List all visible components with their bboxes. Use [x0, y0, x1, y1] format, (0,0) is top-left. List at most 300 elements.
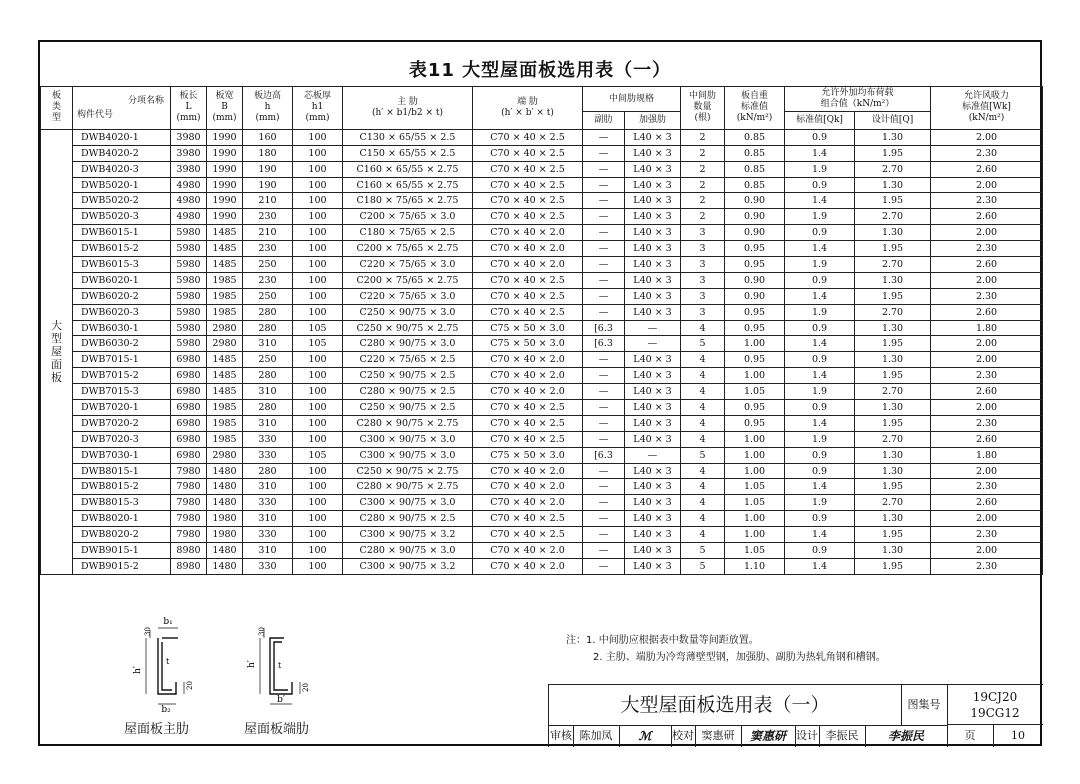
table-cell: 1.4	[785, 241, 855, 257]
table-cell: 4	[681, 463, 725, 479]
header-self-weight: 板自重 标准值 (kN/m²)	[725, 87, 785, 130]
table-cell: 2	[681, 129, 725, 145]
table-cell: —	[583, 463, 625, 479]
table-cell: 4	[681, 400, 725, 416]
table-cell: C70 × 40 × 2.5	[473, 129, 583, 145]
table-cell: DWB8020-2	[73, 527, 171, 543]
table-cell: —	[583, 400, 625, 416]
table-cell: 1.95	[855, 336, 931, 352]
table-row	[41, 161, 1043, 177]
table-cell: 1990	[207, 209, 243, 225]
table-cell: 0.90	[725, 193, 785, 209]
table-cell: C200 × 75/65 × 2.75	[343, 241, 473, 257]
table-row	[41, 527, 1043, 543]
table-cell: 2.70	[855, 304, 931, 320]
table-cell: DWB6030-1	[73, 320, 171, 336]
table-cell: 4980	[171, 193, 207, 209]
table-cell: 100	[293, 431, 343, 447]
table-cell: 2.30	[931, 415, 1043, 431]
table-cell: DWB6015-3	[73, 257, 171, 273]
table-cell: 3	[681, 304, 725, 320]
table-cell: DWB7015-2	[73, 368, 171, 384]
table-cell: C70 × 40 × 2.0	[473, 352, 583, 368]
table-cell: C70 × 40 × 2.0	[473, 558, 583, 574]
table-cell: 0.95	[725, 304, 785, 320]
table-cell: C70 × 40 × 2.5	[473, 145, 583, 161]
table-cell: DWB7020-3	[73, 431, 171, 447]
table-cell: —	[583, 479, 625, 495]
table-cell: DWB7015-3	[73, 384, 171, 400]
table-cell: 100	[293, 129, 343, 145]
table-cell: 0.85	[725, 177, 785, 193]
table-cell: 280	[243, 400, 293, 416]
table-cell: 1.9	[785, 161, 855, 177]
table-cell: 1.4	[785, 558, 855, 574]
table-cell: 100	[293, 288, 343, 304]
table-cell: 1.4	[785, 527, 855, 543]
table-cell: L40 × 3	[625, 272, 681, 288]
table-row	[41, 415, 1043, 431]
table-cell: C75 × 50 × 3.0	[473, 447, 583, 463]
table-cell: 310	[243, 479, 293, 495]
table-cell: DWB7020-1	[73, 400, 171, 416]
table-cell: —	[583, 257, 625, 273]
table-cell: 1480	[207, 495, 243, 511]
header-component-code: 构件代号	[77, 109, 114, 120]
table-cell: 1980	[207, 511, 243, 527]
table-cell: 0.9	[785, 225, 855, 241]
table-cell: C300 × 90/75 × 3.2	[343, 527, 473, 543]
table-cell: 5	[681, 543, 725, 559]
table-cell: 100	[293, 352, 343, 368]
type-char: 大	[51, 319, 62, 333]
table-cell: C70 × 40 × 2.5	[473, 161, 583, 177]
table-cell: DWB7020-2	[73, 415, 171, 431]
table-cell: 310	[243, 511, 293, 527]
table-cell: 310	[243, 543, 293, 559]
table-cell: 2.00	[931, 400, 1043, 416]
table-cell: 100	[293, 193, 343, 209]
table-cell: 1.4	[785, 145, 855, 161]
table-cell: 230	[243, 241, 293, 257]
table-cell: 7980	[171, 527, 207, 543]
table-cell: 5980	[171, 304, 207, 320]
table-cell: 1485	[207, 384, 243, 400]
table-cell: 1.30	[855, 463, 931, 479]
table-cell: 100	[293, 543, 343, 559]
design-label: 设计	[795, 725, 820, 747]
table-cell: 1.00	[725, 511, 785, 527]
table-cell: 0.9	[785, 272, 855, 288]
signature-row	[549, 725, 1043, 747]
table-row	[41, 431, 1043, 447]
table-cell: L40 × 3	[625, 384, 681, 400]
table-cell: 2	[681, 209, 725, 225]
table-cell: 2	[681, 193, 725, 209]
atlas-label: 图集号	[901, 685, 948, 726]
table-cell: —	[583, 527, 625, 543]
table-cell: 180	[243, 145, 293, 161]
table-row	[41, 368, 1043, 384]
page-number: 10	[1011, 729, 1025, 742]
table-cell: L40 × 3	[625, 288, 681, 304]
table-cell: C70 × 40 × 2.0	[473, 241, 583, 257]
reviewer-signature: ℳ	[619, 725, 672, 747]
table-cell: 330	[243, 558, 293, 574]
table-cell: 8980	[171, 543, 207, 559]
dim-end-t: t	[278, 661, 282, 670]
table-cell: 1.30	[855, 400, 931, 416]
table-cell: L40 × 3	[625, 400, 681, 416]
table-cell: —	[625, 447, 681, 463]
table-row	[41, 384, 1043, 400]
table-cell: —	[583, 145, 625, 161]
header-length: 板长 L (mm)	[171, 87, 207, 130]
table-cell: 100	[293, 209, 343, 225]
table-cell: L40 × 3	[625, 145, 681, 161]
table-row	[41, 463, 1043, 479]
table-cell: 1985	[207, 431, 243, 447]
table-row	[41, 447, 1043, 463]
table-cell: 100	[293, 495, 343, 511]
table-cell: L40 × 3	[625, 193, 681, 209]
table-cell: DWB7030-1	[73, 447, 171, 463]
table-cell: 1480	[207, 543, 243, 559]
table-cell: 5980	[171, 288, 207, 304]
table-row	[41, 129, 1043, 145]
table-cell: 2.60	[931, 304, 1043, 320]
table-cell: 1985	[207, 272, 243, 288]
table-cell: 1.30	[855, 320, 931, 336]
table-cell: C70 × 40 × 2.5	[473, 527, 583, 543]
table-cell: 1.05	[725, 384, 785, 400]
table-row	[41, 558, 1043, 574]
table-cell: C220 × 75/65 × 3.0	[343, 257, 473, 273]
table-cell: C280 × 90/75 × 3.0	[343, 543, 473, 559]
table-cell: DWB7015-1	[73, 352, 171, 368]
table-cell: 330	[243, 495, 293, 511]
table-cell: 1990	[207, 145, 243, 161]
table-cell: DWB5020-2	[73, 193, 171, 209]
table-cell: 1.95	[855, 527, 931, 543]
table-cell: 1.10	[725, 558, 785, 574]
table-cell: 1.4	[785, 336, 855, 352]
table-cell: [6.3	[583, 447, 625, 463]
table-cell: —	[625, 320, 681, 336]
header-design-value: 设计值[Q]	[855, 112, 931, 130]
table-cell: DWB8020-1	[73, 511, 171, 527]
table-cell: 2	[681, 145, 725, 161]
header-mid-rib-spec: 中间肋规格	[583, 87, 681, 112]
table-row	[41, 145, 1043, 161]
table-cell: 2.00	[931, 225, 1043, 241]
table-cell: 0.95	[725, 415, 785, 431]
table-cell: 4	[681, 527, 725, 543]
dim-b1: b₁	[163, 617, 173, 627]
table-cell: DWB8015-2	[73, 479, 171, 495]
table-cell: 0.95	[725, 241, 785, 257]
table-cell: 105	[293, 336, 343, 352]
table-cell: L40 × 3	[625, 241, 681, 257]
header-aux-rib: 副肋	[583, 112, 625, 130]
dim-b-prime: b′	[277, 695, 285, 705]
table-cell: 2.00	[931, 352, 1043, 368]
table-row	[41, 209, 1043, 225]
table-cell: C250 × 90/75 × 2.5	[343, 400, 473, 416]
table-cell: C280 × 90/75 × 2.5	[343, 511, 473, 527]
table-cell: 2.00	[931, 336, 1043, 352]
table-row	[41, 336, 1043, 352]
checker-signature: 窦惠研	[741, 725, 796, 747]
table-cell: 4	[681, 511, 725, 527]
header-main-rib: 主 肋 (h′ × b1/b2 × t)	[343, 87, 473, 130]
table-cell: —	[583, 209, 625, 225]
table-body	[41, 129, 1043, 574]
table-cell: C250 × 90/75 × 2.5	[343, 368, 473, 384]
dim-h-prime: h′	[133, 666, 143, 674]
table-cell: 1.30	[855, 129, 931, 145]
notes	[566, 632, 886, 666]
table-cell: 1.9	[785, 304, 855, 320]
table-cell: 4	[681, 384, 725, 400]
table-cell: DWB5020-1	[73, 177, 171, 193]
table-cell: 5980	[171, 257, 207, 273]
table-cell: L40 × 3	[625, 527, 681, 543]
table-cell: DWB6020-2	[73, 288, 171, 304]
drawing-title: 大型屋面板选用表（一）	[549, 685, 902, 726]
table-cell: C70 × 40 × 2.0	[473, 463, 583, 479]
table-cell: —	[583, 272, 625, 288]
header-core-thickness: 芯板厚 h1 (mm)	[293, 87, 343, 130]
table-cell: 5	[681, 447, 725, 463]
table-cell: 0.9	[785, 129, 855, 145]
note-1: 注：1. 中间肋应根据表中数量等间距放置。	[566, 635, 759, 646]
table-cell: C70 × 40 × 2.0	[473, 479, 583, 495]
header-end-rib: 端 肋 (h′ × b′ × t)	[473, 87, 583, 130]
table-cell: 2.60	[931, 384, 1043, 400]
table-cell: C200 × 75/65 × 2.75	[343, 272, 473, 288]
table-cell: 1.30	[855, 543, 931, 559]
table-cell: 2.60	[931, 209, 1043, 225]
table-cell: 250	[243, 288, 293, 304]
table-cell: C300 × 90/75 × 3.0	[343, 495, 473, 511]
table-header	[41, 87, 1043, 130]
table-cell: 100	[293, 558, 343, 574]
table-cell: 1.05	[725, 543, 785, 559]
table-cell: 1.00	[725, 336, 785, 352]
table-cell: 100	[293, 304, 343, 320]
table-cell: 1.4	[785, 193, 855, 209]
table-cell: 2.30	[931, 288, 1043, 304]
table-cell: 1990	[207, 193, 243, 209]
table-cell: C70 × 40 × 2.5	[473, 272, 583, 288]
table-cell: 1480	[207, 479, 243, 495]
table-cell: 310	[243, 336, 293, 352]
dim-20: 20	[186, 681, 194, 690]
table-row	[41, 225, 1043, 241]
table-cell: 100	[293, 257, 343, 273]
table-cell: 210	[243, 225, 293, 241]
table-cell: 3	[681, 225, 725, 241]
table-cell: 0.85	[725, 129, 785, 145]
table-cell: L40 × 3	[625, 558, 681, 574]
header-allowed-load: 允许外加均布荷载 组合值（kN/m²）	[785, 87, 931, 112]
table-cell: 1.4	[785, 368, 855, 384]
table-cell: 1985	[207, 415, 243, 431]
table-cell: 4	[681, 479, 725, 495]
table-cell: C70 × 40 × 2.5	[473, 511, 583, 527]
table-row	[41, 511, 1043, 527]
table-row	[41, 288, 1043, 304]
table-cell: 1.00	[725, 431, 785, 447]
table-cell: 0.85	[725, 145, 785, 161]
table-cell: 2.70	[855, 384, 931, 400]
table-cell: 1.30	[855, 177, 931, 193]
table-cell: 4980	[171, 177, 207, 193]
table-cell: 3	[681, 288, 725, 304]
table-cell: C280 × 90/75 × 2.75	[343, 415, 473, 431]
table-cell: 0.90	[725, 288, 785, 304]
table-row	[41, 320, 1043, 336]
table-cell: 100	[293, 479, 343, 495]
table-cell: 0.9	[785, 320, 855, 336]
table-cell: —	[583, 415, 625, 431]
table-cell: 0.90	[725, 209, 785, 225]
table-cell: L40 × 3	[625, 352, 681, 368]
table-cell: 1.95	[855, 415, 931, 431]
table-cell: 100	[293, 527, 343, 543]
dim-t: t	[166, 657, 170, 666]
table-cell: 1985	[207, 304, 243, 320]
table-cell: 1.30	[855, 511, 931, 527]
table-cell: —	[583, 352, 625, 368]
table-cell: DWB4020-2	[73, 145, 171, 161]
type-cell	[41, 129, 73, 574]
table-cell: L40 × 3	[625, 257, 681, 273]
table-row	[41, 177, 1043, 193]
table-cell: C250 × 90/75 × 2.75	[343, 463, 473, 479]
table-cell: 6980	[171, 368, 207, 384]
check-label: 校对	[671, 725, 696, 747]
table-cell: 2.70	[855, 257, 931, 273]
table-cell: 0.95	[725, 320, 785, 336]
table-cell: 0.9	[785, 463, 855, 479]
table-cell: —	[583, 129, 625, 145]
dim-end-20: 20	[302, 683, 310, 692]
type-char: 屋	[51, 345, 62, 359]
atlas-number: 19CJ20 19CG12	[947, 685, 1043, 725]
table-cell: 100	[293, 145, 343, 161]
table-cell: 1.80	[931, 320, 1043, 336]
table-cell: 310	[243, 415, 293, 431]
table-cell: L40 × 3	[625, 463, 681, 479]
table-cell: L40 × 3	[625, 415, 681, 431]
dim-end-30: 30	[258, 627, 266, 636]
table-cell: —	[583, 304, 625, 320]
table-cell: DWB4020-1	[73, 129, 171, 145]
end-rib-figure	[226, 620, 336, 710]
table-cell: 0.9	[785, 352, 855, 368]
table-cell: 2.30	[931, 193, 1043, 209]
table-cell: 3	[681, 257, 725, 273]
table-cell: C200 × 75/65 × 3.0	[343, 209, 473, 225]
table-cell: 1980	[207, 527, 243, 543]
table-cell: 1990	[207, 177, 243, 193]
table-cell: 6980	[171, 415, 207, 431]
table-cell: 0.9	[785, 511, 855, 527]
table-cell: 160	[243, 129, 293, 145]
table-cell: 100	[293, 241, 343, 257]
table-cell: 1.30	[855, 225, 931, 241]
designer-signature: 李振民	[865, 725, 948, 747]
table-cell: DWB6020-1	[73, 272, 171, 288]
header-item	[73, 87, 171, 130]
table-cell: C280 × 90/75 × 2.5	[343, 384, 473, 400]
table-cell: 100	[293, 177, 343, 193]
table-cell: 1.9	[785, 431, 855, 447]
table-row	[41, 257, 1043, 273]
table-cell: 4	[681, 431, 725, 447]
table-cell: DWB6020-3	[73, 304, 171, 320]
table-cell: 5980	[171, 336, 207, 352]
table-cell: —	[583, 558, 625, 574]
table-row	[41, 241, 1043, 257]
table-cell: 2.00	[931, 511, 1043, 527]
table-cell: 1.95	[855, 558, 931, 574]
dim-b2: b₂	[161, 705, 171, 712]
table-cell: —	[583, 368, 625, 384]
table-cell: 2.70	[855, 495, 931, 511]
table-cell: 1485	[207, 368, 243, 384]
table-cell: 1990	[207, 161, 243, 177]
table-cell: 100	[293, 511, 343, 527]
table-cell: 0.9	[785, 400, 855, 416]
dim-end-h-prime: h′	[247, 660, 257, 668]
reviewer-name: 陈加凤	[573, 725, 620, 747]
drawing-frame	[38, 40, 1042, 746]
table-cell: DWB6015-1	[73, 225, 171, 241]
table-cell: 0.95	[725, 400, 785, 416]
header-edge-height: 板边高 h (mm)	[243, 87, 293, 130]
table-cell: 1.05	[725, 495, 785, 511]
table-cell: C70 × 40 × 2.0	[473, 257, 583, 273]
table-cell: 7980	[171, 479, 207, 495]
table-cell: 2.60	[931, 495, 1043, 511]
table-cell: —	[583, 543, 625, 559]
table-cell: 2.00	[931, 129, 1043, 145]
table-cell: —	[583, 288, 625, 304]
table-cell: 5980	[171, 241, 207, 257]
table-cell: C70 × 40 × 2.0	[473, 543, 583, 559]
table-cell: C150 × 65/55 × 2.5	[343, 145, 473, 161]
main-rib-figure	[106, 612, 216, 712]
table-row	[41, 543, 1043, 559]
table-cell: 210	[243, 193, 293, 209]
table-cell: 280	[243, 368, 293, 384]
header-type: 板类型	[41, 87, 73, 130]
table-cell: DWB9015-2	[73, 558, 171, 574]
table-cell: C280 × 90/75 × 3.0	[343, 336, 473, 352]
table-cell: C300 × 90/75 × 3.2	[343, 558, 473, 574]
table-cell: L40 × 3	[625, 209, 681, 225]
table-cell: C280 × 90/75 × 2.75	[343, 479, 473, 495]
table-cell: DWB6030-2	[73, 336, 171, 352]
table-cell: 0.90	[725, 272, 785, 288]
table-cell: DWB8015-3	[73, 495, 171, 511]
table-cell: —	[583, 511, 625, 527]
header-strong-rib: 加强肋	[625, 112, 681, 130]
checker-name: 窦惠研	[695, 725, 742, 747]
